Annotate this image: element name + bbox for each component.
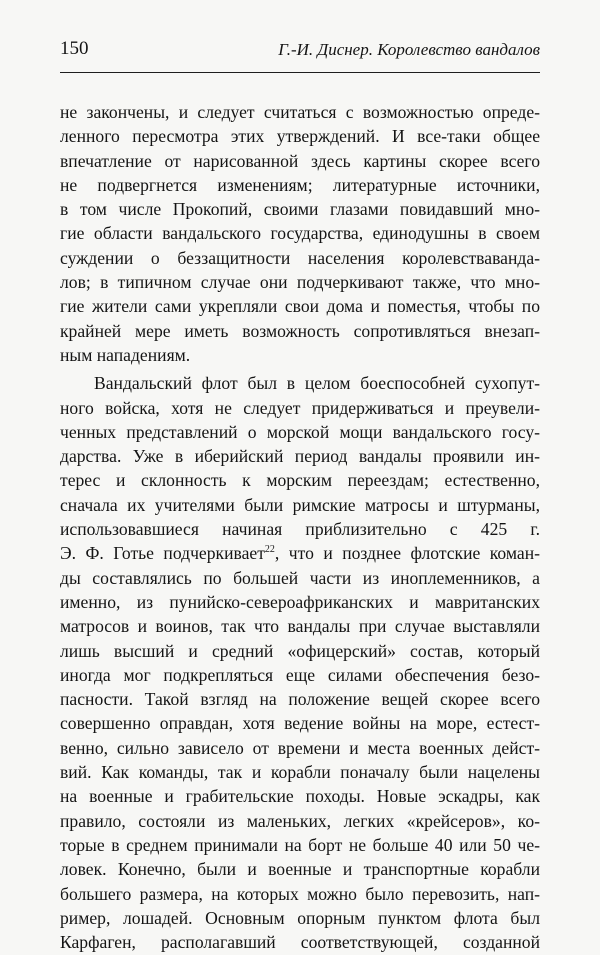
text-line: суждении о беззащитности населения королевстваванда- (60, 247, 540, 268)
text-line: ловек. Конечно, были и военные и транспортные корабли (60, 859, 540, 880)
page-header (60, 32, 540, 66)
text-line: иногда мог подкрепляться еще силами обеспечения безо- (60, 664, 540, 685)
text-line: лов; в типичном случае они подчеркивают также, что мно- (60, 272, 540, 293)
running-title: Г.-И. Диснер. Королевство вандалов (278, 40, 540, 59)
text-line: гие области вандальского государства, единодушны в своем (60, 223, 540, 244)
text-line: дарства. Уже в иберийский период вандалы проявили ин- (60, 446, 540, 467)
footnote-reference[interactable]: 22 (264, 544, 275, 556)
page-number: 150 (60, 38, 89, 59)
text-segment: Э. Ф. Готье подчеркивает (60, 543, 265, 564)
text-line: терес и склонность к морским переездам; естественно, (60, 470, 540, 491)
text-line: в том числе Прокопий, своими глазами повидавший мно- (60, 199, 540, 220)
text-segment: , что и позднее флотские коман- (274, 543, 540, 564)
text-line: на военные и грабительские походы. Новые эскадры, как (60, 786, 540, 807)
text-line: ленного пересмотра этих утверждений. И все-таки общее (60, 126, 540, 147)
text-line: ным нападениям. (60, 344, 191, 365)
text-line: большего размера, на которых можно было перевозить, нап- (60, 883, 540, 904)
text-line: сначала их учителями были римские матросы и штурманы, (60, 494, 540, 515)
text-line: ды составлялись по большей части из иноплеменников, а (60, 567, 540, 588)
text-line: ример, лошадей. Основным опорным пунктом флота был (60, 907, 540, 928)
page-body (60, 100, 540, 954)
text-line: использовавшиеся начиная приблизительно с 425 г. (60, 519, 540, 540)
text-line: именно, из пунийско-североафриканских и мавританских (60, 591, 540, 612)
text-line: Вандальский флот был в целом боеспособней сухопут- (94, 373, 540, 394)
text-line: совершенно оправдан, хотя ведение войны на море, естест- (60, 713, 540, 734)
paragraph-2 (60, 371, 540, 954)
text-line: матросов и воинов, так что вандалы при случае выставляли (60, 616, 540, 637)
text-line: лишь высший и средний «офицерский» состав, который (60, 640, 540, 661)
text-line: торые в среднем принимали на борт не больше 40 или 50 че- (60, 834, 540, 855)
text-line: пасности. Такой взгляд на положение вещей скорее всего (60, 689, 540, 710)
text-line: Карфаген, располагавший соответствующей, созданной (60, 932, 540, 953)
text-line: крайней мере иметь возможность сопротивляться внезап- (60, 320, 540, 341)
text-line: не закончены, и следует считаться с возможностью опреде- (60, 102, 540, 122)
text-line: не подвергнется изменениям; литературные источники, (60, 174, 540, 195)
text-line: впечатление от нарисованной здесь картины скорее всего (60, 150, 540, 171)
text-line: гие жители сами укрепляли свои дома и поместья, чтобы по (60, 296, 540, 317)
text-line: венно, сильно зависело от времени и места военных дейст- (60, 737, 540, 758)
text-line: ченных представлений о морской мощи вандальского госу- (60, 421, 540, 442)
text-line: вий. Как команды, так и корабли поначалу были нацелены (60, 762, 540, 783)
text-line: правило, состояли из маленьких, легких «крейсеров», ко- (60, 810, 540, 831)
header-rule (60, 72, 540, 73)
text-line-with-footnote (60, 541, 540, 565)
text-line: ного войска, хотя не следует придерживаться и преувели- (60, 397, 540, 418)
paragraph-1 (60, 100, 540, 367)
